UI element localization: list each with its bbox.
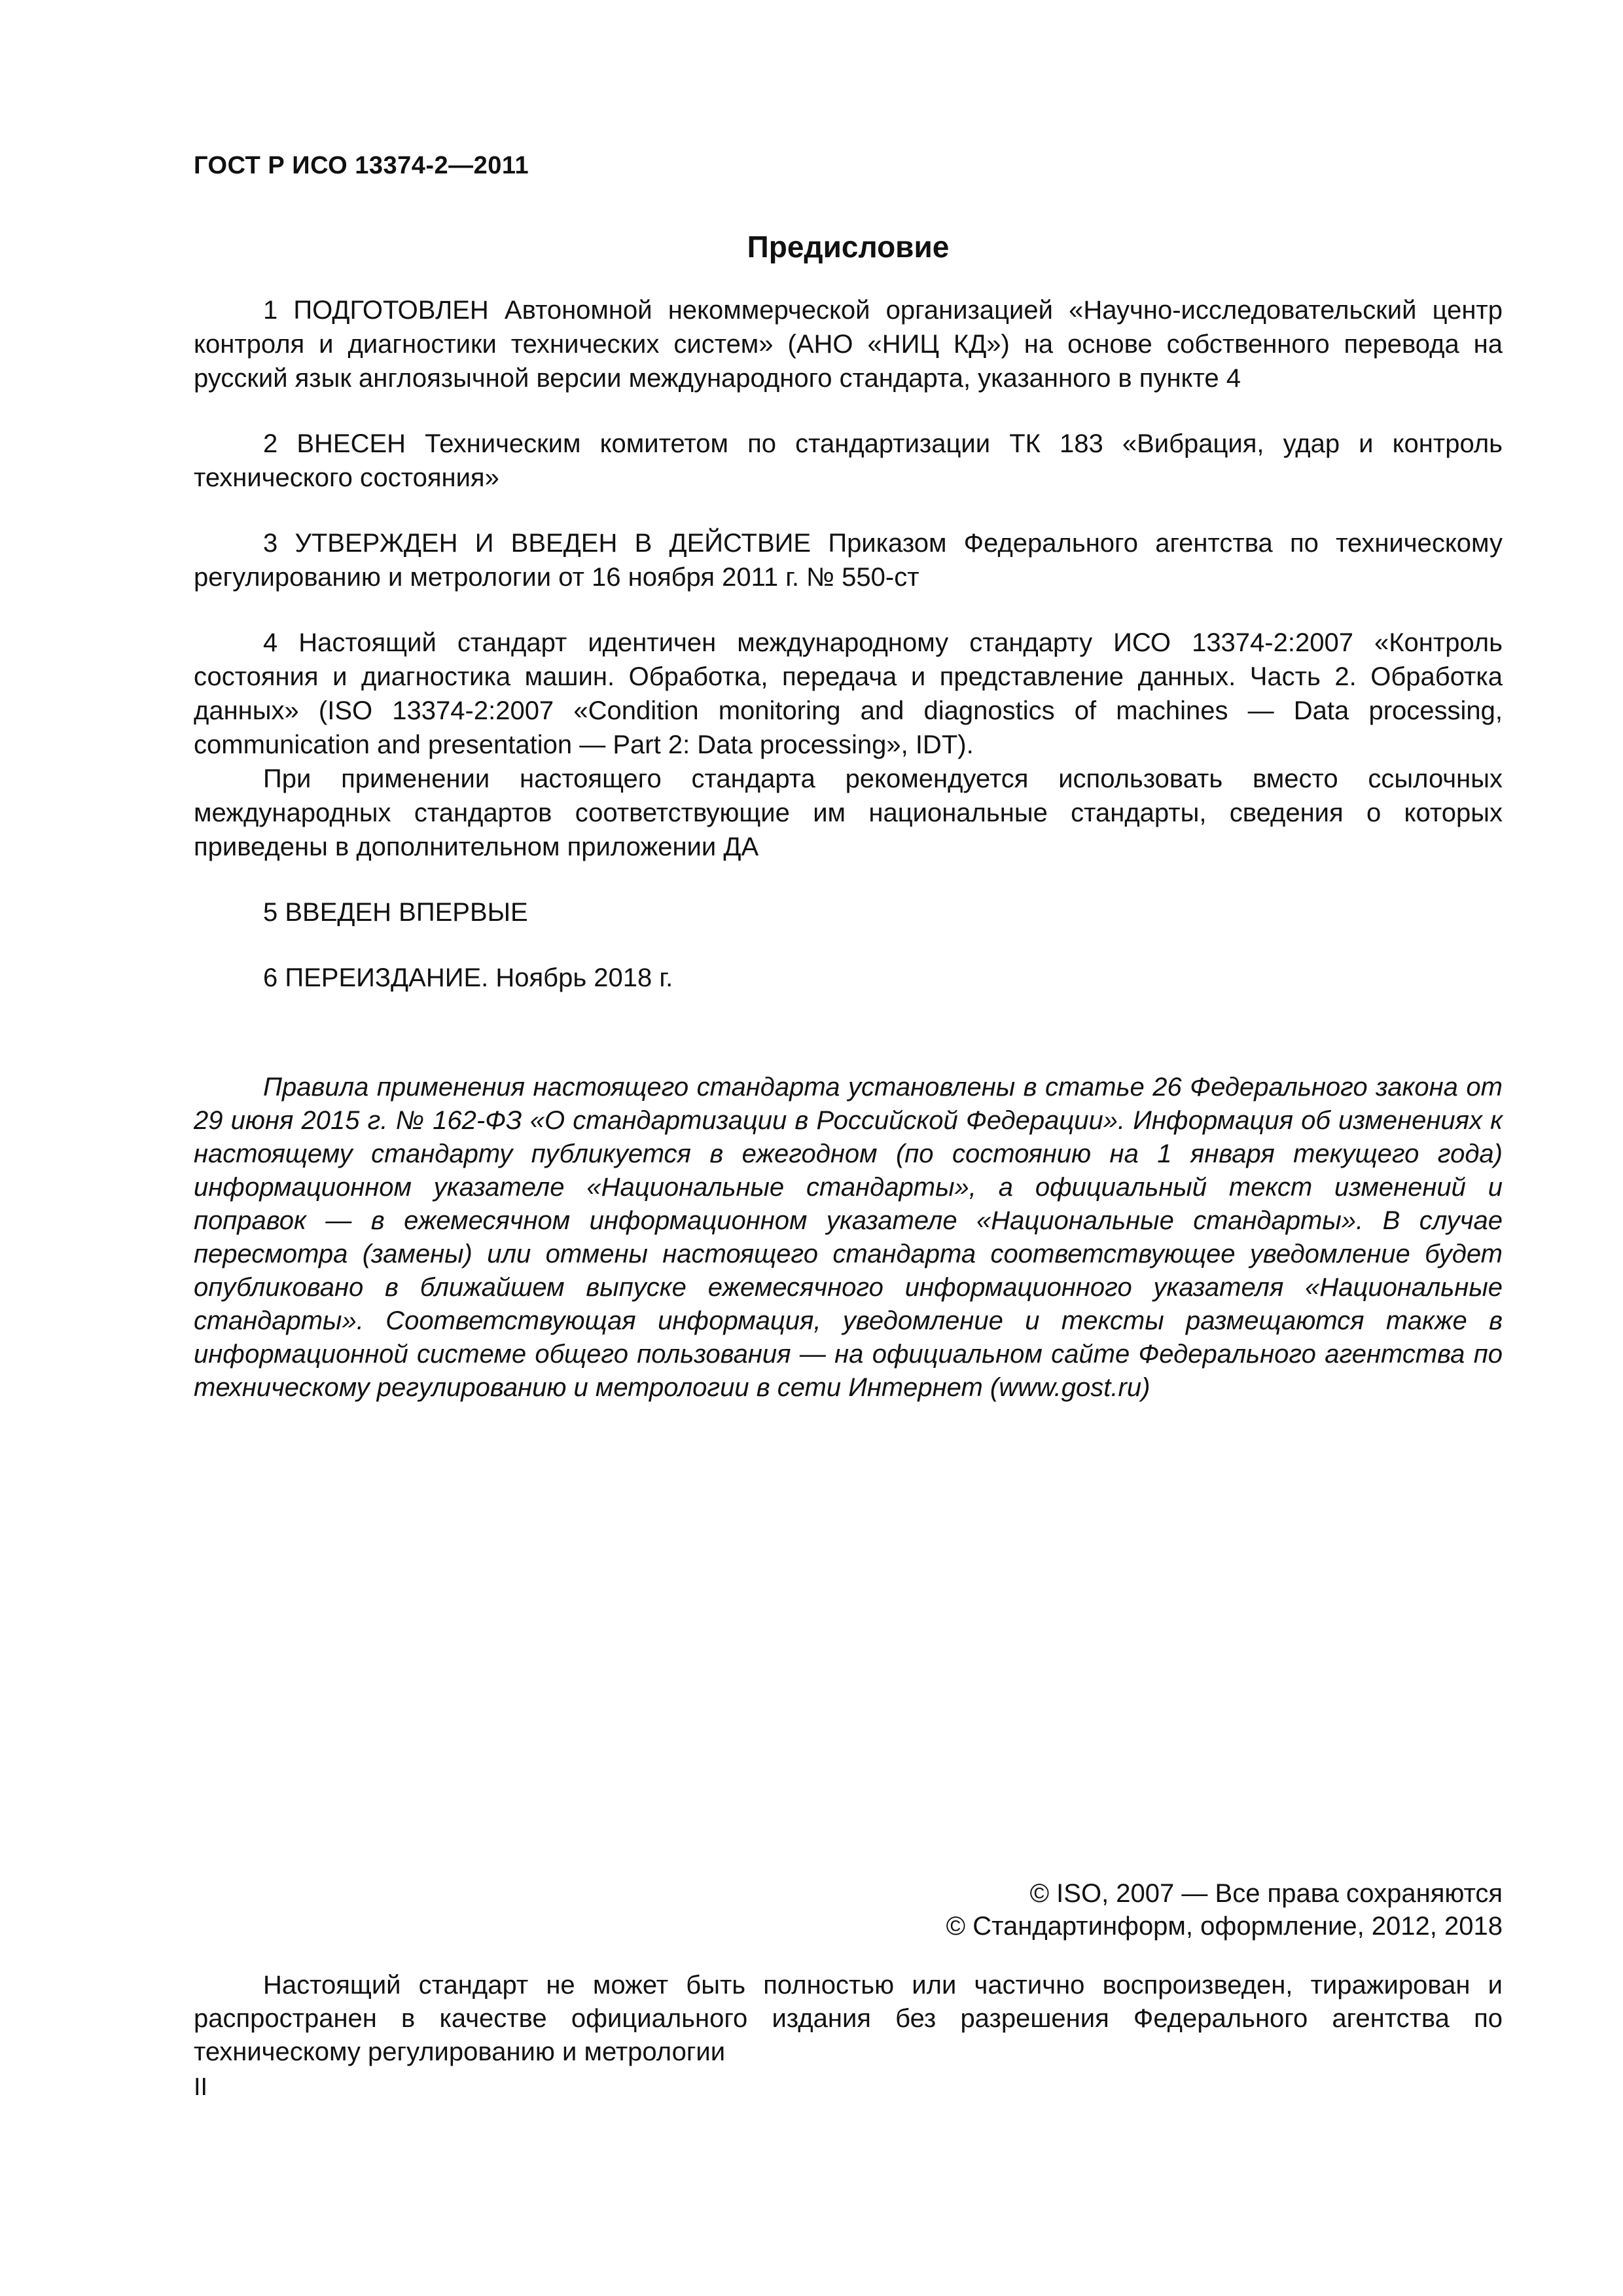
copyright-iso: © ISO, 2007 — Все права сохраняются [1029,1879,1503,1908]
clause-2 [194,427,1503,495]
clause-paragraph: 2 ВНЕСЕН Техническим комитетом по стандартизации ТК 183 «Вибрация, удар и контроль технического состояния» [194,429,1503,492]
application-rules-note: Правила применения настоящего стандарта установлены в статье 26 Федерального закона от 29 июня 2015 г. № 162-ФЗ «О стандартизации в Российской Федерации». Информация об изменениях к настоящему стандарту публикуется в ежегодном (по состоянию на 1 января текущего года) информационном указателе «Национальные стандарты», а официальный текст изменений и поправок — в ежемесячном информационном указателе «Национальные стандарты». В случае пересмотра (замены) или отмены настоящего стандарта соответствующее уведомление будет опубликовано в ближайшем выпуске ежемесячного информационного указателя «Национальные стандарты». Соответствующая информация, уведомление и тексты размещаются также в информационной системе общего пользования — на официальном сайте Федерального агентства по техническому регулированию и метрологии в сети Интернет (www.gost.ru) [194,1073,1503,1402]
clause-paragraph: 6 ПЕРЕИЗДАНИЕ. Ноябрь 2018 г. [263,963,673,992]
clause-paragraph: 4 Настоящий стандарт идентичен международному стандарту ИСО 13374-2:2007 «Контроль состояния и диагностика машин. Обработка, передача и представление данных. Часть 2. Обработка данных» (ISO 13374-2:2007 «Condition monitoring and diagnostics of machines — Data processing, communication and presentation — Part 2: Data processing», IDT). [194,628,1503,759]
clause-3 [194,526,1503,594]
foreword-clauses [194,293,1503,1026]
page-number: II [194,2073,208,2101]
clause-paragraph: 3 УТВЕРЖДЕН И ВВЕДЕН В ДЕЙСТВИЕ Приказом Федерального агентства по техническому регулированию и метрологии от 16 ноября 2011 г. № 550-ст [194,529,1503,592]
clause-paragraph: 5 ВВЕДЕН ВПЕРВЫЕ [263,898,528,927]
copyright-standartinform: © Стандартинформ, оформление, 2012, 2018 [946,1912,1503,1941]
clause-6 [194,961,1503,995]
clause-paragraph: При применении настоящего стандарта рекомендуется использовать вместо ссылочных международных стандартов соответствующие им национальные стандарты, сведения о которых приведены в дополнительном приложении ДА [194,764,1503,861]
standard-code: ГОСТ Р ИСО 13374-2—2011 [194,152,529,179]
copyright-block [194,1877,1503,1943]
clause-5 [194,895,1503,929]
clause-4 [194,626,1503,864]
document-page [194,0,1503,2296]
clause-paragraph: 1 ПОДГОТОВЛЕН Автономной некоммерческой организацией «Научно-исследовательский центр контроля и диагностики технических систем» (АНО «НИЦ КД») на основе собственного перевода на русский язык англоязычной версии международного стандарта, указанного в пункте 4 [194,296,1503,393]
reproduction-notice: Настоящий стандарт не может быть полностью или частично воспроизведен, тиражирован и распространен в качестве официального издания без разрешения Федерального агентства по техническому регулированию и метрологии [194,1971,1503,2066]
clause-1 [194,293,1503,395]
page-title: Предисловие [747,230,950,264]
